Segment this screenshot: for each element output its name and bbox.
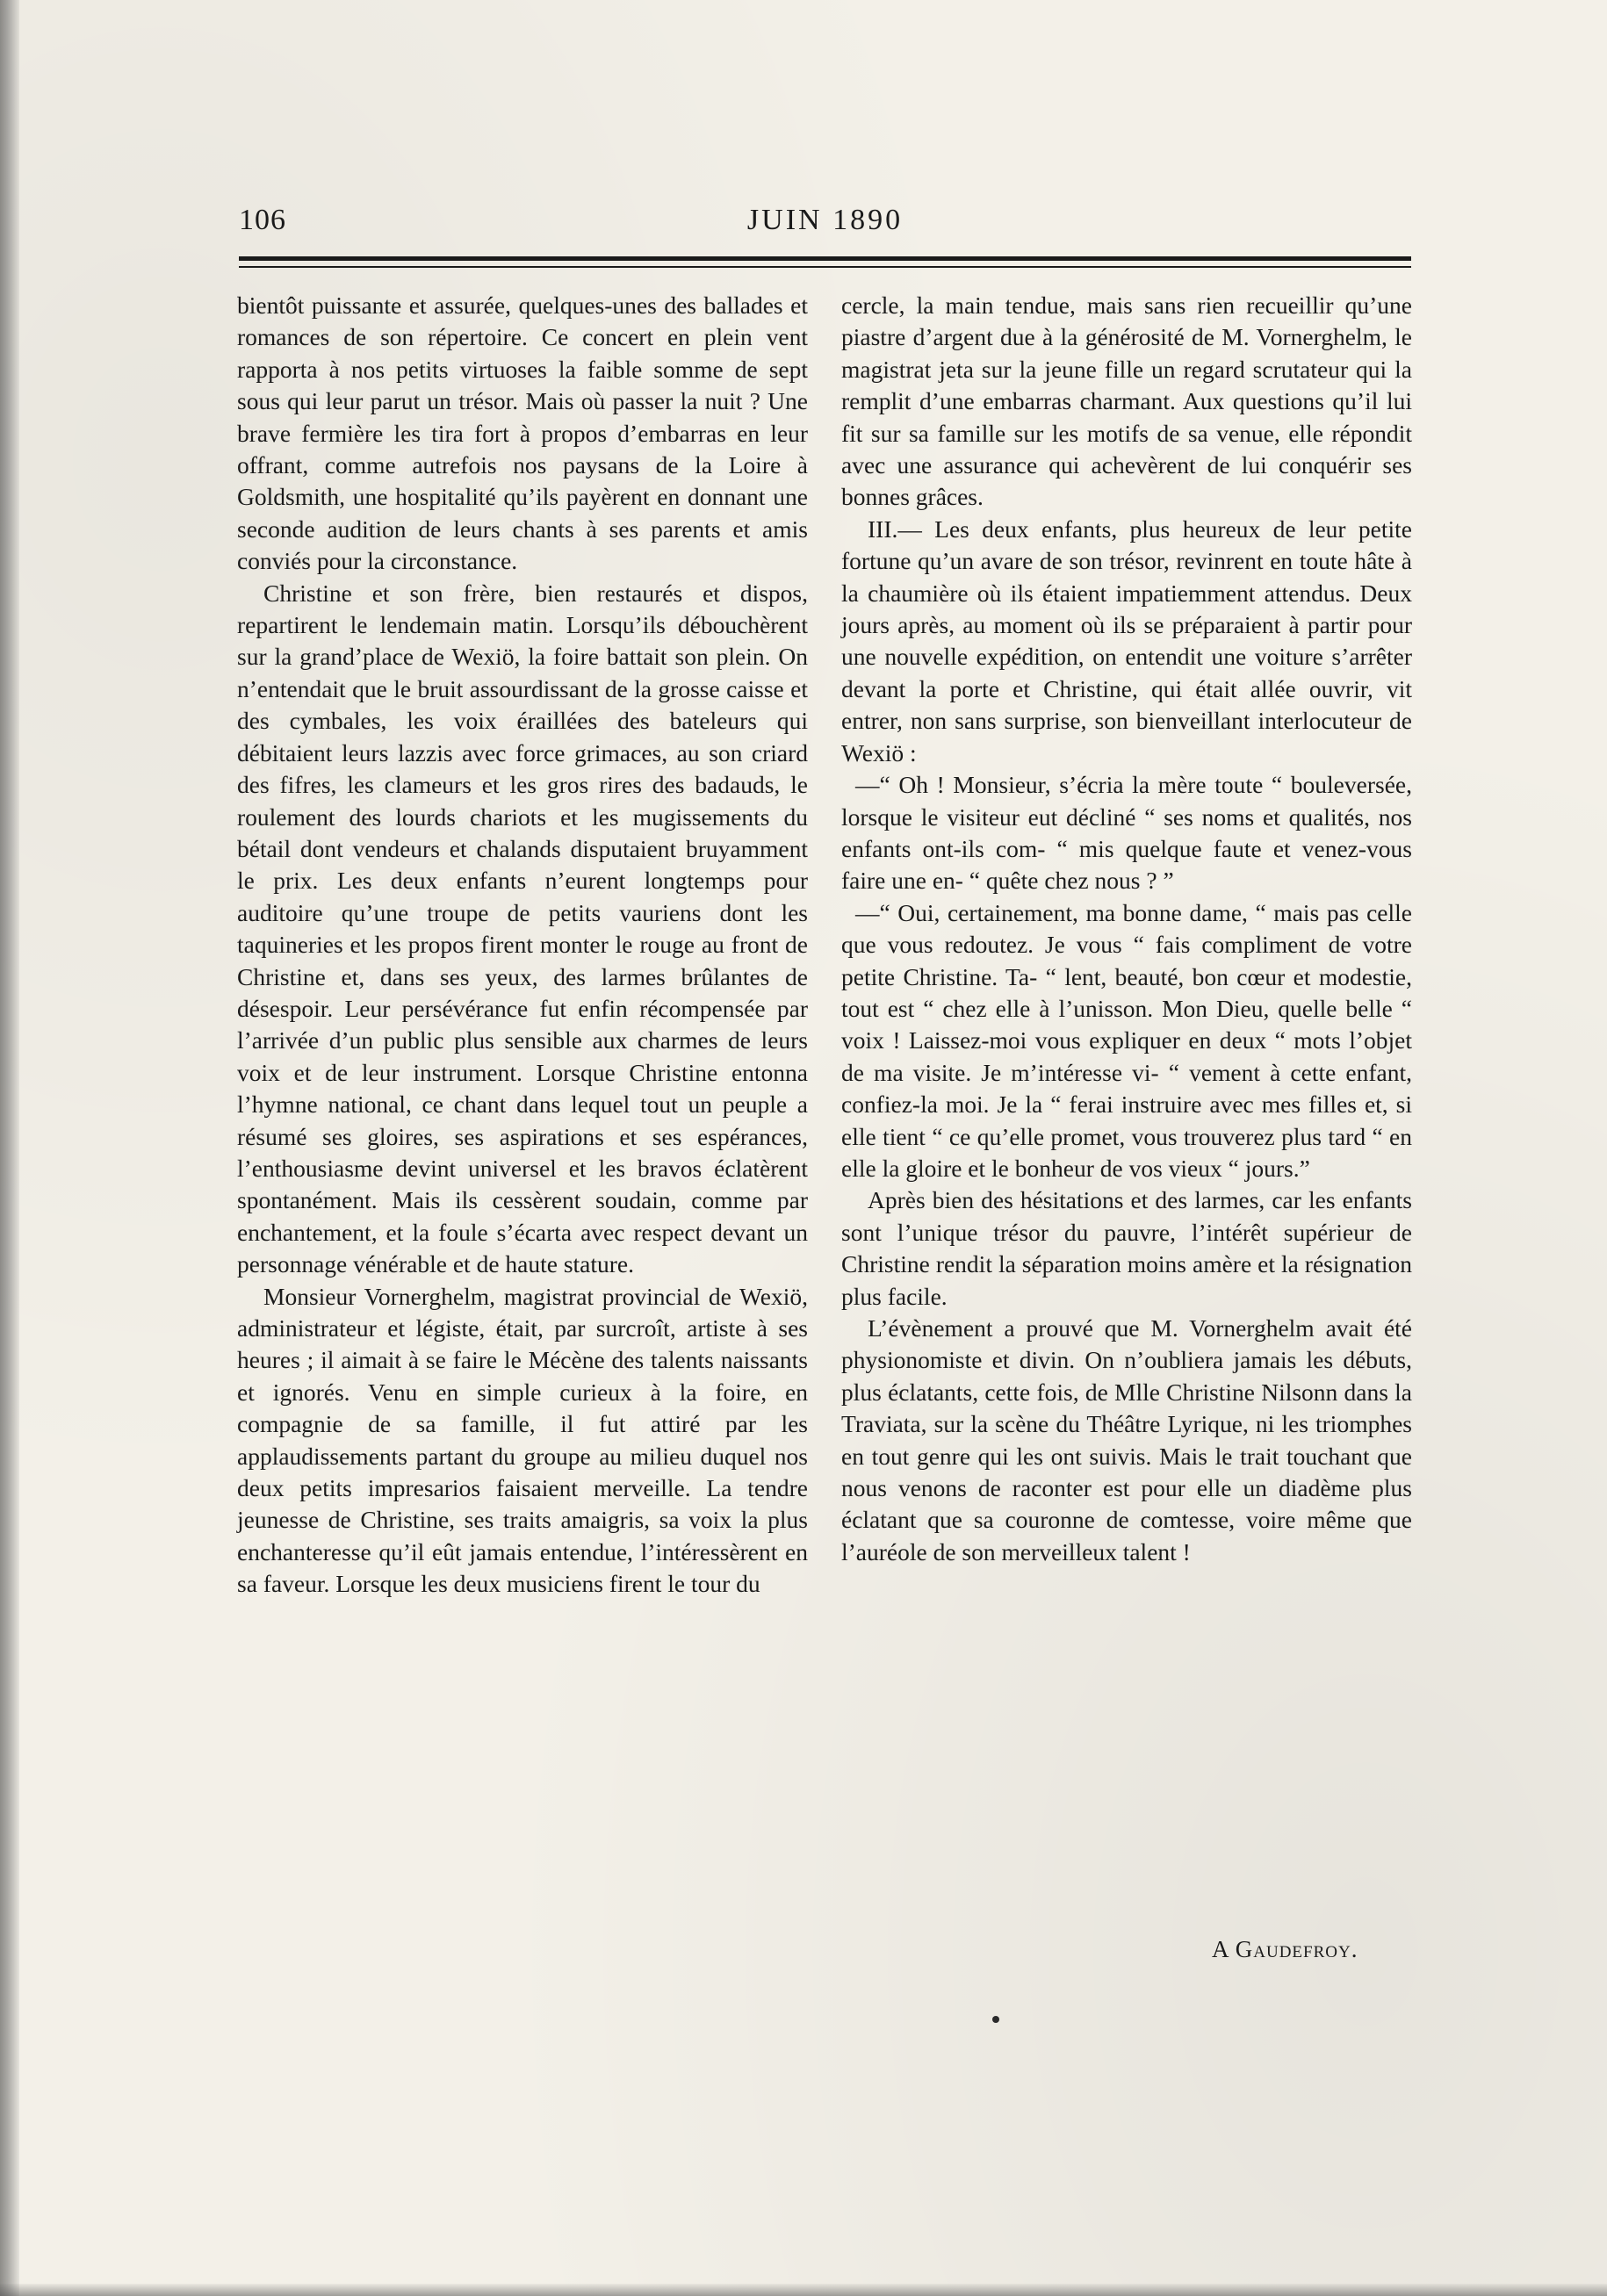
dialogue-paragraph: —“ Oh ! Monsieur, s’écria la mère toute “ bouleversée, lorsque le visiteur eut décliné “ ses noms et qualités, nos enfants ont-ils com- “ mis quelque faute et venez-vous faire une en- “ quête chez nous ? ” — [841, 771, 1412, 895]
paragraph: Christine et son frère, bien restaurés et dispos, repartirent le lendemain matin. Lorsqu’ils débouchèrent sur la grand’place de Wexiö, la foire battait son plein. On n’entendait que le bruit assourdissant de la grosse caisse et des cymbales, les voix éraillées des bateleurs qui débitaient leurs lazzis avec force grimaces, au son criard des fifres, les clameurs et les gros rires des badauds, le roulement des lourds chariots et les mugissements du bétail dont vendeurs et chalands disputaient bruyamment le prix. Les deux enfants n’eurent longtemps pour auditoire qu’une troupe de petits vauriens dont les taquineries et les propos firent monter le rouge au front de Christine et, dans ses yeux, des larmes brûlantes de désespoir. Leur persévérance fut enfin récompensée par l’arrivée d’un public plus sensible aux charmes de leurs voix et de leur instrument. Lorsque Christine entonna l’hymne national, ce chant dans lequel tout un peuple a résumé ses gloires, ses aspirations et ses espérances, l’enthousiasme devint universel et les bravos éclatèrent spontanément. Mais ils cessèrent soudain, comme par enchantement, et la foule s’écarta avec respect devant un personnage vénérable et de haute stature. — [237, 579, 808, 1278]
paragraph: Après bien des hésitations et des larmes, car les enfants sont l’unique trésor du pauvre, l’intérêt supérieur de Christine rendit la séparation moins amère et la résignation plus facile. — [841, 1186, 1412, 1310]
paragraph: bientôt puissante et assurée, quelques-unes des ballades et romances de son répertoire. Ce concert en plein vent rapporta à nos petits virtuoses la faible somme de sept sous qui leur parut un trésor. Mais où passer la nuit ? Une brave fermière les tira fort à propos d’embarras en leur offrant, comme autrefois nos paysans de la Loire à Goldsmith, une hospitalité qu’ils payèrent en donnant une seconde audition de leurs chants à ses parents et amis conviés pour la circonstance. — [237, 291, 808, 575]
header-rule-thin — [239, 266, 1411, 268]
paragraph: Monsieur Vornerghelm, magistrat provincial de Wexiö, administrateur et légiste, était, par surcroît, artiste à ses heures ; il aimait à se faire le Mécène des talents naissants et ignorés. Venu en simple curieux à la foire, en compagnie de sa famille, il fut attiré par les applaudissements partant du groupe au milieu duquel nos deux petits impresarios faisaient merveille. La tendre jeunesse de Christine, ses traits amaigris, sa voix la plus enchanteresse qu’il eût jamais entendue, l’intéressèrent en sa faveur. Lorsque les deux musiciens firent le tour du — [237, 1282, 808, 1598]
paragraph: L’évènement a prouvé que M. Vornerghelm avait été physionomiste et divin. On n’oubliera jamais les débuts, plus éclatants, cette fois, de Mlle Christine Nilsonn dans la Traviata, sur la scène du Théâtre Lyrique, ni les triomphes en tout genre qui les ont suivis. Mais le trait touchant que nous venons de raconter est pour elle un diadème plus éclatant que sa couronne de comtesse, voire même que l’auréole de son merveilleux talent ! — [841, 1314, 1412, 1565]
left-column — [237, 290, 808, 1601]
ink-dot — [992, 2016, 999, 2023]
paragraph: cercle, la main tendue, mais sans rien recueillir qu’une piastre d’argent due à la générosité de M. Vornerghelm, le magistrat jeta sur la jeune fille un regard scrutateur qui la remplit d’une embarras charmant. Aux questions qu’il lui fit sur sa famille sur les motifs de sa venue, elle répondit avec une assurance qui achevèrent de lui conquérir ses bonnes grâces. — [841, 291, 1412, 511]
header-rule-thick — [239, 256, 1411, 261]
page-binding-edge — [0, 0, 19, 2296]
running-title: JUIN 1890 — [746, 204, 904, 236]
page-number: 106 — [239, 204, 286, 236]
author-signature: A Gaudefroy. — [1212, 1936, 1358, 1962]
dialogue-paragraph: —“ Oui, certainement, ma bonne dame, “ mais pas celle que vous redoutez. Je vous “ fais compliment de votre petite Christine. Ta- “ lent, beauté, bon cœur et modestie, tout est “ chez elle à l’unisson. Mon Dieu, quelle belle “ voix ! Laissez-moi vous expliquer en deux “ mots l’objet de ma visite. Je m’intéresse vi- “ vement à cette enfant, confiez-la moi. Je la “ ferai instruire avec mes filles et, si elle tient “ ce qu’elle promet, vous trouverez plus tard “ en elle la gloire et le bonheur de vos vieux “ jours.” — [841, 898, 1412, 1182]
paragraph: III.— Les deux enfants, plus heureux de leur petite fortune qu’un avare de son trésor, revinrent en toute hâte à la chaumière où ils étaient impatiemment attendus. Deux jours après, au moment où ils se préparaient à partir pour une nouvelle expédition, on entendit une voiture s’arrêter devant la porte et Christine, qui était allée ouvrir, vit entrer, non sans surprise, son bienveillant interlocuteur de Wexiö : — [841, 515, 1412, 767]
right-column — [841, 290, 1412, 1568]
page-bottom-edge — [0, 2284, 1607, 2296]
page-header — [239, 204, 1411, 248]
